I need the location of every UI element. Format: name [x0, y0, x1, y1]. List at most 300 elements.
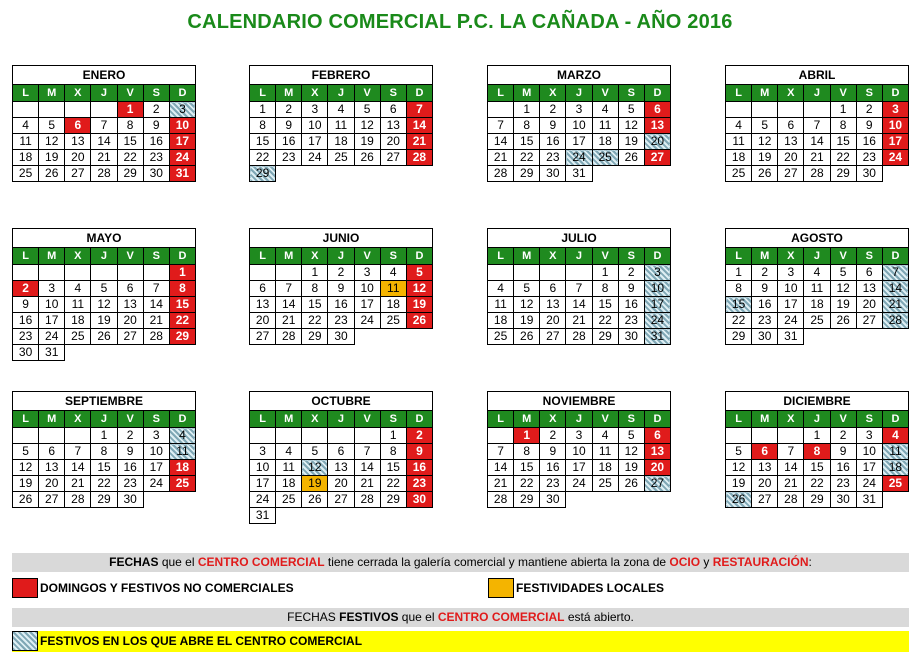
day-cell: 6 — [644, 428, 670, 444]
day-cell: 7 — [804, 118, 830, 134]
day-cell: 26 — [618, 150, 644, 166]
day-cell: 5 — [354, 102, 380, 118]
day-cell: 31 — [778, 329, 804, 345]
day-cell: 25 — [592, 150, 618, 166]
empty-cell — [804, 329, 830, 345]
month-name: DICIEMBRE — [725, 391, 909, 410]
month-abril — [725, 65, 909, 182]
weekday-header: M — [752, 411, 778, 428]
day-cell: 20 — [540, 313, 566, 329]
day-cell: 18 — [882, 460, 908, 476]
day-cell: 29 — [804, 492, 830, 508]
day-cell: 12 — [13, 460, 39, 476]
day-cell: 30 — [540, 166, 566, 182]
day-cell: 25 — [65, 329, 91, 345]
empty-cell — [169, 492, 195, 508]
day-cell: 18 — [488, 313, 514, 329]
day-cell: 15 — [91, 460, 117, 476]
day-cell: 14 — [276, 297, 302, 313]
day-cell: 1 — [592, 265, 618, 281]
day-cell: 20 — [39, 476, 65, 492]
day-cell: 5 — [302, 444, 328, 460]
day-cell: 17 — [856, 460, 882, 476]
weekday-header: J — [566, 411, 592, 428]
day-cell: 23 — [540, 150, 566, 166]
empty-cell — [380, 166, 406, 182]
day-cell: 1 — [250, 102, 276, 118]
day-cell: 19 — [830, 297, 856, 313]
day-cell: 27 — [856, 313, 882, 329]
day-cell: 8 — [250, 118, 276, 134]
empty-cell — [39, 102, 65, 118]
day-cell: 30 — [618, 329, 644, 345]
day-cell: 13 — [644, 118, 670, 134]
legend-red-label: DOMINGOS Y FESTIVOS NO COMERCIALES — [40, 581, 294, 595]
day-cell: 15 — [514, 460, 540, 476]
weekday-header: X — [302, 248, 328, 265]
empty-cell — [169, 345, 195, 361]
day-cell: 5 — [13, 444, 39, 460]
day-cell: 11 — [169, 444, 195, 460]
day-cell: 21 — [804, 150, 830, 166]
day-cell: 6 — [39, 444, 65, 460]
weekday-header: S — [380, 85, 406, 102]
day-cell: 1 — [514, 428, 540, 444]
day-cell: 5 — [514, 281, 540, 297]
weekday-header: X — [540, 411, 566, 428]
day-cell: 24 — [856, 476, 882, 492]
day-cell: 6 — [752, 444, 778, 460]
day-cell: 29 — [592, 329, 618, 345]
empty-cell — [13, 428, 39, 444]
legend-centro-comercial: CENTRO COMERCIAL — [197, 555, 325, 569]
day-cell: 1 — [169, 265, 195, 281]
month-grid — [249, 247, 433, 345]
day-cell: 19 — [514, 313, 540, 329]
day-cell: 2 — [856, 102, 882, 118]
day-cell: 3 — [856, 428, 882, 444]
month-name: MAYO — [12, 228, 196, 247]
day-cell: 11 — [488, 297, 514, 313]
day-cell: 16 — [13, 313, 39, 329]
weekday-header: S — [856, 248, 882, 265]
hatch-swatch — [12, 631, 38, 651]
day-cell: 24 — [882, 150, 908, 166]
empty-cell — [380, 508, 406, 524]
empty-cell — [592, 492, 618, 508]
day-cell: 14 — [778, 460, 804, 476]
weekday-header: L — [726, 248, 752, 265]
legend-open-holidays-note — [12, 608, 909, 627]
day-cell: 30 — [143, 166, 169, 182]
day-cell: 12 — [618, 444, 644, 460]
day-cell: 19 — [13, 476, 39, 492]
day-cell: 17 — [778, 297, 804, 313]
day-cell: 23 — [540, 476, 566, 492]
day-cell: 5 — [618, 102, 644, 118]
day-cell: 22 — [380, 476, 406, 492]
day-cell: 13 — [117, 297, 143, 313]
day-cell: 6 — [328, 444, 354, 460]
day-cell: 31 — [566, 166, 592, 182]
empty-cell — [488, 265, 514, 281]
day-cell: 15 — [380, 460, 406, 476]
day-cell: 17 — [644, 297, 670, 313]
month-grid — [12, 84, 196, 182]
day-cell: 27 — [644, 476, 670, 492]
day-cell: 15 — [592, 297, 618, 313]
legend-text: : — [808, 555, 812, 569]
day-cell: 10 — [302, 118, 328, 134]
day-cell: 10 — [566, 444, 592, 460]
day-cell: 5 — [618, 428, 644, 444]
day-cell: 4 — [592, 428, 618, 444]
day-cell: 30 — [752, 329, 778, 345]
weekday-header: M — [39, 248, 65, 265]
weekday-header: J — [804, 85, 830, 102]
day-cell: 18 — [13, 150, 39, 166]
empty-cell — [856, 329, 882, 345]
day-cell: 29 — [830, 166, 856, 182]
day-cell: 7 — [778, 444, 804, 460]
empty-cell — [882, 166, 908, 182]
day-cell: 20 — [644, 134, 670, 150]
weekday-header: V — [117, 248, 143, 265]
day-cell: 23 — [276, 150, 302, 166]
day-cell: 8 — [726, 281, 752, 297]
day-cell: 22 — [514, 476, 540, 492]
empty-cell — [39, 265, 65, 281]
weekday-header: S — [618, 85, 644, 102]
empty-cell — [778, 428, 804, 444]
month-grid — [487, 410, 671, 508]
day-cell: 24 — [644, 313, 670, 329]
day-cell: 19 — [91, 313, 117, 329]
day-cell: 10 — [882, 118, 908, 134]
weekday-header: J — [91, 85, 117, 102]
day-cell: 4 — [592, 102, 618, 118]
day-cell: 4 — [13, 118, 39, 134]
month-febrero — [249, 65, 433, 182]
day-cell: 6 — [250, 281, 276, 297]
empty-cell — [644, 166, 670, 182]
weekday-header: J — [566, 248, 592, 265]
day-cell: 11 — [380, 281, 406, 297]
day-cell: 25 — [726, 166, 752, 182]
day-cell: 9 — [752, 281, 778, 297]
day-cell: 19 — [618, 134, 644, 150]
day-cell: 2 — [276, 102, 302, 118]
day-cell: 22 — [169, 313, 195, 329]
day-cell: 7 — [354, 444, 380, 460]
empty-cell — [302, 428, 328, 444]
day-cell: 17 — [566, 134, 592, 150]
month-name: OCTUBRE — [249, 391, 433, 410]
day-cell: 16 — [830, 460, 856, 476]
day-cell: 12 — [91, 297, 117, 313]
day-cell: 28 — [566, 329, 592, 345]
weekday-header: L — [488, 248, 514, 265]
day-cell: 14 — [882, 281, 908, 297]
month-grid — [725, 84, 909, 182]
day-cell: 1 — [380, 428, 406, 444]
red-swatch — [12, 578, 38, 598]
weekday-header: X — [540, 248, 566, 265]
month-grid — [12, 410, 196, 508]
day-cell: 29 — [117, 166, 143, 182]
day-cell: 29 — [250, 166, 276, 182]
day-cell: 13 — [65, 134, 91, 150]
empty-cell — [250, 265, 276, 281]
day-cell: 29 — [514, 166, 540, 182]
weekday-header: V — [830, 85, 856, 102]
day-cell: 28 — [65, 492, 91, 508]
empty-cell — [117, 265, 143, 281]
month-grid — [487, 247, 671, 345]
day-cell: 21 — [488, 476, 514, 492]
day-cell: 5 — [91, 281, 117, 297]
month-name: SEPTIEMBRE — [12, 391, 196, 410]
day-cell: 18 — [328, 134, 354, 150]
month-grid — [249, 410, 433, 524]
day-cell: 3 — [143, 428, 169, 444]
day-cell: 16 — [328, 297, 354, 313]
day-cell: 3 — [354, 265, 380, 281]
day-cell: 19 — [618, 460, 644, 476]
day-cell: 24 — [778, 313, 804, 329]
day-cell: 17 — [882, 134, 908, 150]
weekday-header: M — [276, 411, 302, 428]
day-cell: 2 — [117, 428, 143, 444]
day-cell: 12 — [406, 281, 432, 297]
month-name: MARZO — [487, 65, 671, 84]
weekday-header: D — [644, 248, 670, 265]
day-cell: 8 — [380, 444, 406, 460]
empty-cell — [592, 166, 618, 182]
day-cell: 14 — [566, 297, 592, 313]
day-cell: 31 — [39, 345, 65, 361]
day-cell: 29 — [514, 492, 540, 508]
empty-cell — [354, 428, 380, 444]
day-cell: 28 — [882, 313, 908, 329]
day-cell: 9 — [406, 444, 432, 460]
empty-cell — [514, 265, 540, 281]
empty-cell — [65, 428, 91, 444]
day-cell: 13 — [752, 460, 778, 476]
empty-cell — [143, 345, 169, 361]
weekday-header: V — [354, 248, 380, 265]
day-cell: 11 — [882, 444, 908, 460]
day-cell: 18 — [380, 297, 406, 313]
empty-cell — [302, 166, 328, 182]
weekday-header: L — [726, 411, 752, 428]
day-cell: 17 — [354, 297, 380, 313]
day-cell: 15 — [302, 297, 328, 313]
legend-text: tiene cerrada la galería comercial y mantiene abierta la zona de — [324, 555, 670, 569]
weekday-header: J — [566, 85, 592, 102]
weekday-header: M — [276, 85, 302, 102]
day-cell: 21 — [488, 150, 514, 166]
month-name: JULIO — [487, 228, 671, 247]
weekday-header: L — [13, 248, 39, 265]
day-cell: 28 — [488, 492, 514, 508]
day-cell: 18 — [169, 460, 195, 476]
month-name: JUNIO — [249, 228, 433, 247]
day-cell: 4 — [65, 281, 91, 297]
day-cell: 12 — [354, 118, 380, 134]
day-cell: 13 — [328, 460, 354, 476]
day-cell: 19 — [726, 476, 752, 492]
day-cell: 14 — [406, 118, 432, 134]
day-cell: 1 — [830, 102, 856, 118]
day-cell: 29 — [91, 492, 117, 508]
day-cell: 4 — [488, 281, 514, 297]
day-cell: 15 — [726, 297, 752, 313]
month-name: ENERO — [12, 65, 196, 84]
day-cell: 21 — [882, 297, 908, 313]
month-grid — [725, 247, 909, 345]
day-cell: 25 — [804, 313, 830, 329]
month-name: ABRIL — [725, 65, 909, 84]
day-cell: 24 — [39, 329, 65, 345]
weekday-header: M — [39, 411, 65, 428]
weekday-header: M — [514, 411, 540, 428]
legend-text: está abierto. — [564, 610, 634, 624]
weekday-header: M — [752, 85, 778, 102]
legend-text: que el — [158, 555, 198, 569]
day-cell: 30 — [117, 492, 143, 508]
day-cell: 8 — [514, 444, 540, 460]
weekday-header: V — [830, 248, 856, 265]
day-cell: 16 — [540, 134, 566, 150]
empty-cell — [882, 329, 908, 345]
day-cell: 13 — [250, 297, 276, 313]
day-cell: 26 — [39, 166, 65, 182]
weekday-header: X — [302, 85, 328, 102]
day-cell: 30 — [856, 166, 882, 182]
empty-cell — [752, 428, 778, 444]
day-cell: 23 — [143, 150, 169, 166]
day-cell: 7 — [65, 444, 91, 460]
day-cell: 28 — [406, 150, 432, 166]
day-cell: 19 — [354, 134, 380, 150]
month-name: NOVIEMBRE — [487, 391, 671, 410]
day-cell: 9 — [13, 297, 39, 313]
day-cell: 17 — [250, 476, 276, 492]
day-cell: 11 — [65, 297, 91, 313]
day-cell: 21 — [778, 476, 804, 492]
weekday-header: S — [856, 85, 882, 102]
day-cell: 8 — [91, 444, 117, 460]
day-cell: 5 — [406, 265, 432, 281]
day-cell: 26 — [726, 492, 752, 508]
empty-cell — [406, 508, 432, 524]
day-cell: 27 — [752, 492, 778, 508]
weekday-header: X — [778, 248, 804, 265]
day-cell: 23 — [117, 476, 143, 492]
day-cell: 3 — [566, 102, 592, 118]
day-cell: 15 — [830, 134, 856, 150]
day-cell: 6 — [380, 102, 406, 118]
month-grid — [249, 84, 433, 182]
month-grid — [487, 84, 671, 182]
day-cell: 11 — [276, 460, 302, 476]
empty-cell — [778, 102, 804, 118]
day-cell: 6 — [778, 118, 804, 134]
day-cell: 3 — [169, 102, 195, 118]
day-cell: 10 — [778, 281, 804, 297]
day-cell: 20 — [778, 150, 804, 166]
empty-cell — [354, 329, 380, 345]
day-cell: 24 — [566, 476, 592, 492]
day-cell: 18 — [276, 476, 302, 492]
day-cell: 20 — [856, 297, 882, 313]
weekday-header: S — [380, 248, 406, 265]
day-cell: 14 — [804, 134, 830, 150]
day-cell: 28 — [778, 492, 804, 508]
day-cell: 7 — [488, 118, 514, 134]
day-cell: 15 — [514, 134, 540, 150]
weekday-header: V — [592, 411, 618, 428]
day-cell: 11 — [804, 281, 830, 297]
day-cell: 12 — [618, 118, 644, 134]
weekday-header: L — [488, 411, 514, 428]
day-cell: 28 — [488, 166, 514, 182]
weekday-header: M — [39, 85, 65, 102]
weekday-header: V — [354, 411, 380, 428]
calendar-title: CALENDARIO COMERCIAL P.C. LA CAÑADA - AÑO 2016 — [187, 11, 733, 33]
day-cell: 8 — [514, 118, 540, 134]
day-cell: 9 — [276, 118, 302, 134]
day-cell: 4 — [328, 102, 354, 118]
day-cell: 14 — [143, 297, 169, 313]
weekday-header: S — [618, 411, 644, 428]
day-cell: 23 — [406, 476, 432, 492]
day-cell: 23 — [328, 313, 354, 329]
weekday-header: J — [91, 248, 117, 265]
day-cell: 20 — [250, 313, 276, 329]
day-cell: 2 — [328, 265, 354, 281]
weekday-header: M — [514, 248, 540, 265]
day-cell: 6 — [856, 265, 882, 281]
day-cell: 26 — [354, 150, 380, 166]
day-cell: 1 — [726, 265, 752, 281]
month-octubre — [249, 391, 433, 524]
month-mayo — [12, 228, 196, 361]
day-cell: 31 — [250, 508, 276, 524]
empty-cell — [117, 345, 143, 361]
weekday-header: J — [804, 411, 830, 428]
empty-cell — [65, 345, 91, 361]
day-cell: 12 — [726, 460, 752, 476]
weekday-header: D — [169, 248, 195, 265]
month-diciembre — [725, 391, 909, 508]
day-cell: 24 — [143, 476, 169, 492]
day-cell: 21 — [354, 476, 380, 492]
day-cell: 27 — [328, 492, 354, 508]
day-cell: 26 — [406, 313, 432, 329]
weekday-header: X — [778, 85, 804, 102]
empty-cell — [354, 166, 380, 182]
day-cell: 20 — [328, 476, 354, 492]
day-cell: 9 — [830, 444, 856, 460]
day-cell: 26 — [618, 476, 644, 492]
legend-closed-gallery-note — [12, 553, 909, 572]
day-cell: 31 — [644, 329, 670, 345]
day-cell: 24 — [354, 313, 380, 329]
day-cell: 29 — [169, 329, 195, 345]
day-cell: 14 — [488, 134, 514, 150]
